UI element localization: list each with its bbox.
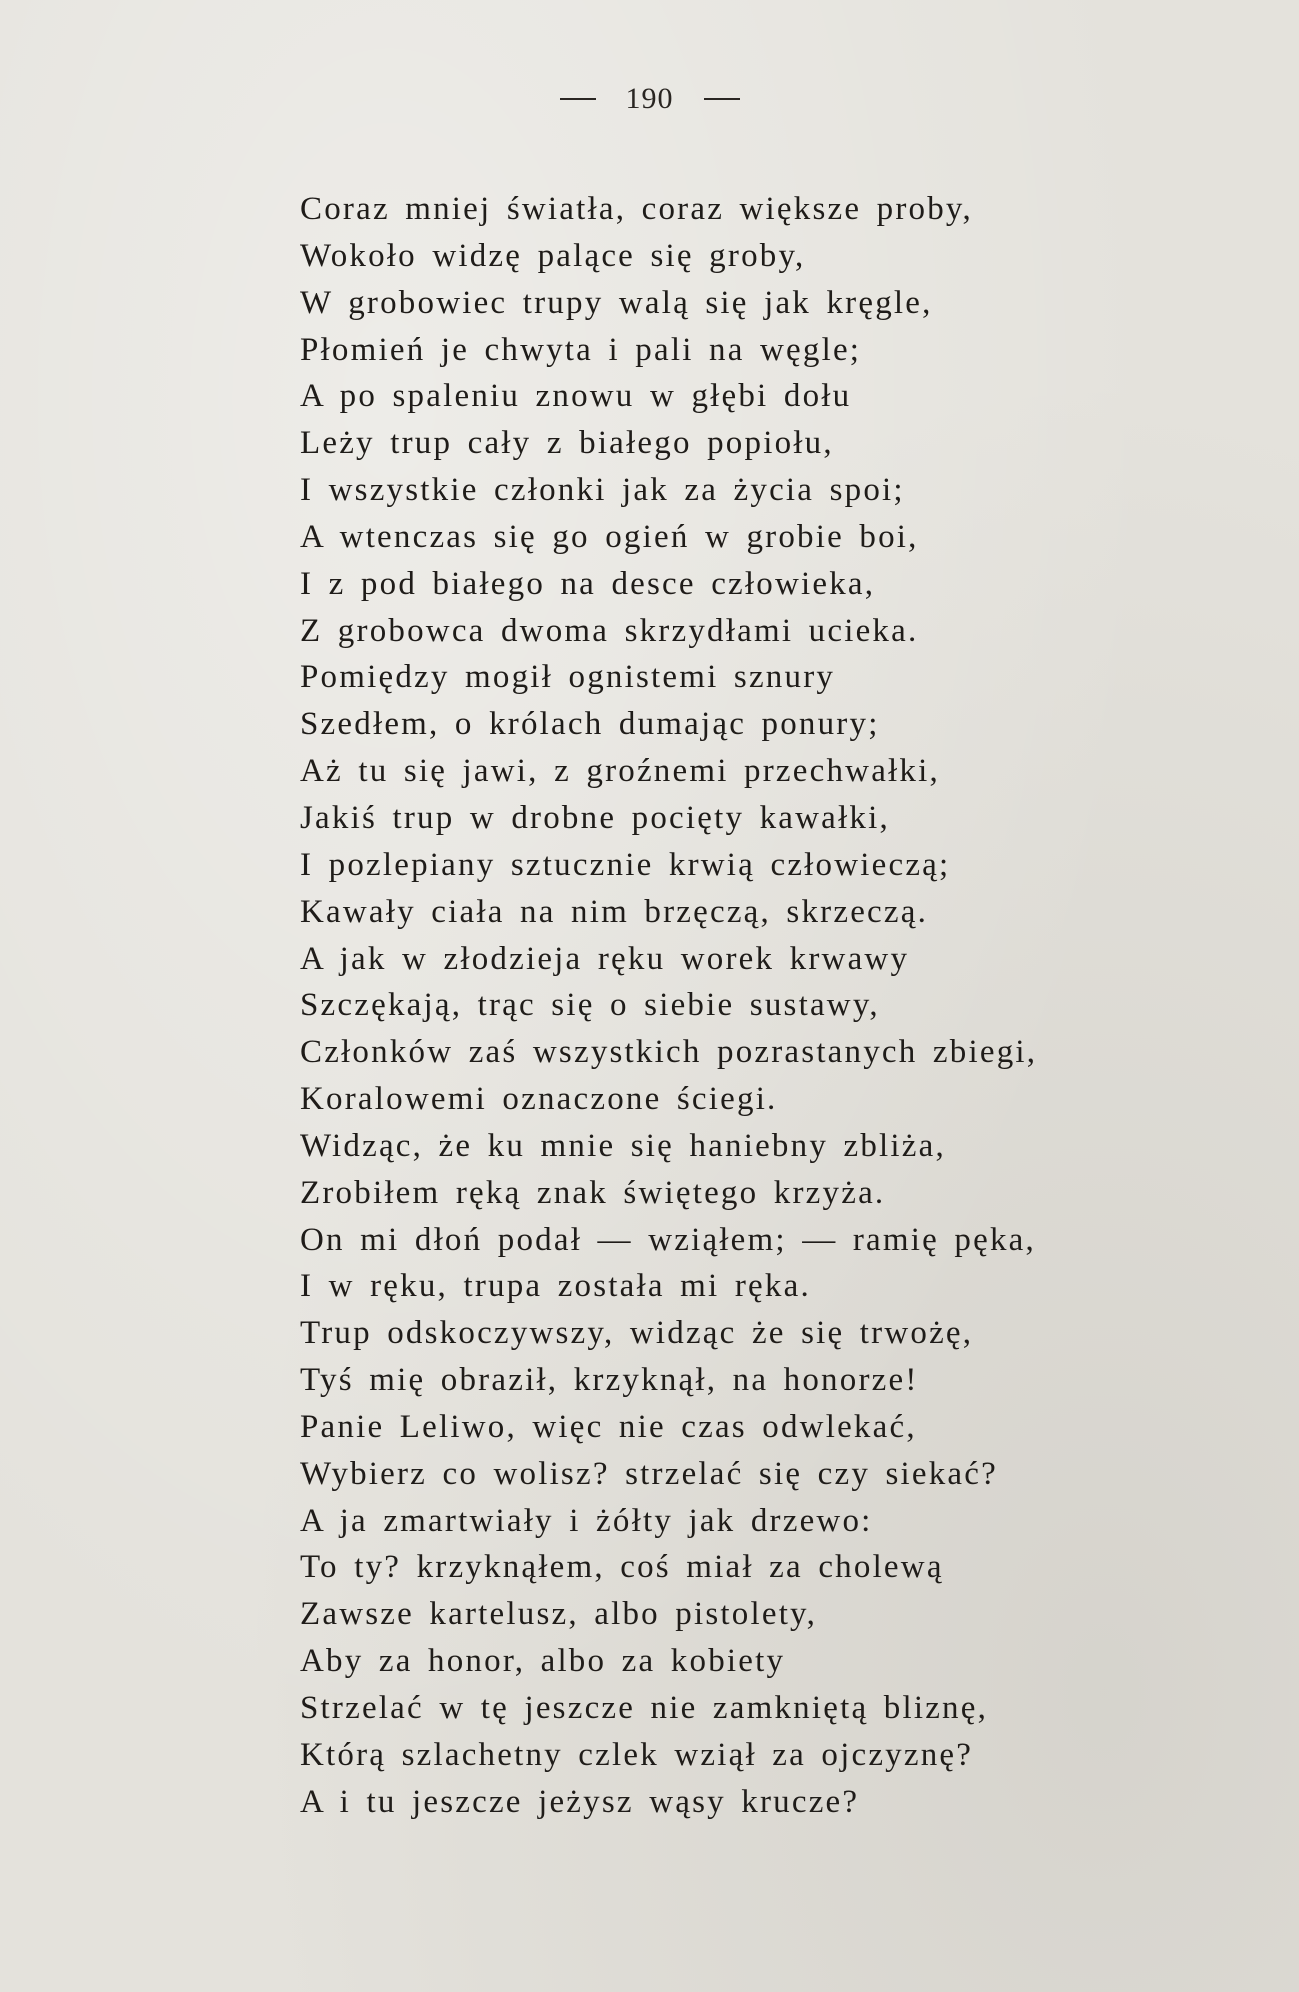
poem-line: I wszystkie członki jak za życia spoi; <box>300 472 905 509</box>
left-dash <box>560 98 596 100</box>
poem-line: Widząc, że ku mnie się haniebny zbliża, <box>300 1127 946 1164</box>
poem-line: Szedłem, o królach dumając ponury; <box>300 706 880 743</box>
poem-line: A po spaleniu znowu w głębi dołu <box>300 378 852 415</box>
poem-line: Z grobowca dwoma skrzydłami ucieka. <box>300 612 919 649</box>
poem-line: A wtenczas się go ogień w grobie boi, <box>300 518 919 555</box>
poem-line: Wokoło widzę palące się groby, <box>300 237 806 274</box>
poem-line: To ty? krzyknąłem, coś miał za cholewą <box>300 1549 944 1586</box>
poem-text <box>300 186 1260 1826</box>
poem-line: Tyś mię obraził, krzyknął, na honorze! <box>300 1362 919 1399</box>
poem-line: I z pod białego na desce człowieka, <box>300 565 876 602</box>
poem-line: Strzelać w tę jeszcze nie zamkniętą bliznę, <box>300 1690 989 1726</box>
poem-line: Płomień je chwyta i pali na węgle; <box>300 331 862 368</box>
right-dash <box>704 98 740 100</box>
poem-line: W grobowiec trupy walą się jak kręgle, <box>300 284 933 321</box>
poem-line: Szczękają, trąc się o siebie sustawy, <box>300 987 880 1024</box>
poem-line: Kawały ciała na nim brzęczą, skrzeczą. <box>300 893 929 930</box>
poem-line: I w ręku, trupa została mi ręka. <box>300 1268 811 1305</box>
poem-line: Pomiędzy mogił ognistemi sznury <box>300 659 836 696</box>
page-number: 190 <box>625 82 674 115</box>
poem-line: A i tu jeszcze jeżysz wąsy krucze? <box>300 1783 860 1820</box>
poem-line: Zrobiłem ręką znak świętego krzyża. <box>300 1174 886 1211</box>
poem-line: Aby za honor, albo za kobiety <box>300 1643 786 1680</box>
poem-line: Trup odskoczywszy, widząc że się trwożę, <box>300 1315 974 1352</box>
poem-line: Którą szlachetny czlek wziął za ojczyznę? <box>300 1736 974 1773</box>
poem-line: Jakiś trup w drobne pocięty kawałki, <box>300 799 890 836</box>
poem-line: Aż tu się jawi, z groźnemi przechwałki, <box>300 753 940 790</box>
poem-line: Wybierz co wolisz? strzelać się czy siekać? <box>300 1455 998 1492</box>
poem-line: I pozlepiany sztucznie krwią człowieczą; <box>300 846 951 883</box>
poem-line: Coraz mniej światła, coraz większe proby, <box>300 191 973 227</box>
poem-line: Zawsze kartelusz, albo pistolety, <box>300 1596 818 1633</box>
poem-line: A jak w złodzieja ręku worek krwawy <box>300 940 910 977</box>
poem-line: Leży trup cały z białego popiołu, <box>300 425 834 462</box>
poem-line: Członków zaś wszystkich pozrastanych zbiegi, <box>300 1034 1038 1071</box>
poem-line: Panie Leliwo, więc nie czas odwlekać, <box>300 1408 917 1445</box>
poem-line: Koralowemi oznaczone ściegi. <box>300 1081 778 1118</box>
poem-line: On mi dłoń podał — wziąłem; — ramię pęka, <box>300 1221 1036 1258</box>
page-number-header <box>0 82 1299 116</box>
poem-line: A ja zmartwiały i żółty jak drzewo: <box>300 1502 873 1539</box>
